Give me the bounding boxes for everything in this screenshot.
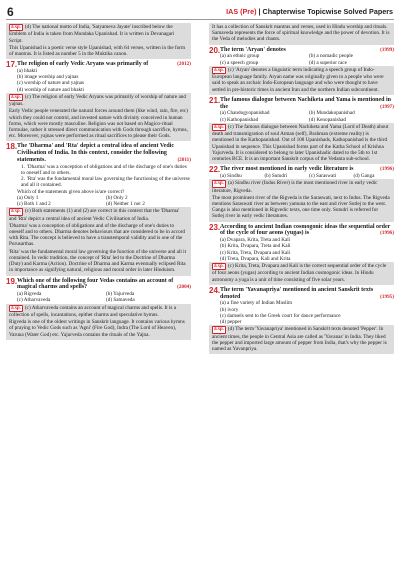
- exp-tag: Exp.: [11, 24, 21, 30]
- question-number: 23.: [209, 222, 221, 232]
- option-d: (d) Neither 1 nor 2: [106, 201, 145, 208]
- option-a: (a) Chandogyopanishad: [220, 110, 270, 117]
- question-text: The 'Dharma' and 'Rta' depict a central idea of ancient Vedic Civilisation of India. In this context, consider the following statements. (2011): [17, 143, 191, 164]
- question-17: [6, 61, 191, 93]
- option-d: (d) Treta, Dvapara, Kali and Krita: [220, 255, 291, 262]
- option-a: (a) an ethnic group: [220, 53, 260, 60]
- option-c: (c) damsels sent to the Greek court for dance performance: [220, 312, 341, 319]
- option-a: (a) Sindhu: [220, 173, 242, 180]
- explanation-q22: [209, 179, 394, 221]
- option-d: (d) a superior race: [309, 59, 347, 66]
- option-c: (c) Both 1 and 2: [17, 201, 51, 208]
- exp-tag: Exp.: [11, 304, 21, 311]
- exp-tag: Exp.: [214, 123, 224, 130]
- explanation-text: The most prominent river of the Rigveda is the Saraswati, next to Indus. The Rigveda mentions Saraswati river as between yamuna to the east and river Sutlej to the west. Ganga is also mentioned in Rigvedic texts, one time only. Sutudri is referred for Sutlej river in early vedic literatures.: [212, 194, 390, 220]
- option-d: (d) pepper: [220, 319, 242, 326]
- exp-tag: Exp.: [11, 208, 21, 215]
- option-b: (b) Sutudri: [264, 173, 288, 180]
- options: [17, 68, 191, 93]
- question-text: The river most mentioned in early vedic literature is (1996): [220, 166, 394, 173]
- series-label: IAS (Pre): [226, 7, 257, 16]
- explanation-q17: [6, 93, 191, 142]
- question-year: (2011): [177, 157, 191, 164]
- exp-tag: Exp.: [214, 66, 224, 73]
- option-c: (c) Saraswati: [309, 173, 337, 180]
- question-22: [209, 166, 394, 179]
- option-c: (c) Krita, Treta, Dvapara and Kali: [220, 249, 291, 256]
- option-a: (a) Rigveda: [17, 291, 42, 298]
- left-column: [6, 23, 191, 342]
- question-year: (1999): [380, 46, 394, 53]
- question-year: (1996): [380, 166, 394, 173]
- option-a: (a) Dvapara, Krita, Treta and Kali: [220, 237, 291, 244]
- exp-tag: Exp.: [214, 180, 224, 187]
- explanation-text: (d) The national motto of India, 'Satyameva Jayate' inscribed below the Emblem of India is taken from Mundaka Upanishad. It is written in Devanagari Script.: [9, 24, 175, 44]
- question-number: 19.: [6, 276, 18, 286]
- option-d: (d) Ganga: [353, 173, 375, 180]
- explanation-q20: [209, 66, 394, 95]
- question-20: [209, 47, 394, 66]
- statement-1: 1. 'Dharma' was a conception of obligations and of the discharge of one's duties to oneself and to others.: [21, 163, 187, 177]
- question-number: 22.: [209, 165, 221, 175]
- explanation-text: It has a collection of Sanskrit mantras and verses, used in Hindu worship and rituals. Samaveda represents the force of spiritual knowledge and the power of devotion. It is the Veda of melodies and chants.: [212, 24, 390, 43]
- option-b: (b) Mundakopanishad: [309, 110, 355, 117]
- option-c: (c) a speech group: [220, 59, 259, 66]
- options: [220, 53, 394, 65]
- question-23: [209, 224, 394, 262]
- question-number: 20.: [209, 45, 221, 55]
- option-d: (d) Kenopanishad: [309, 116, 347, 123]
- options: [220, 173, 394, 179]
- question-text: Which one of the following four Vedas contains an account of magical charms and spells? (2004): [17, 277, 191, 291]
- explanation-text: (a) Sindhu river (Indus River) is the most mentioned river in early vedic literature, Rigveda.: [212, 180, 378, 194]
- exp-tag: Exp.: [11, 93, 21, 100]
- option-d: (d) Samaveda: [106, 297, 135, 304]
- question-19: [6, 278, 191, 304]
- options: [17, 195, 191, 207]
- option-a: (a) a fine variety of Indian Muslim: [220, 300, 293, 307]
- explanation-text: This Upanishad is a poetic verse style Upanishad, with 64 verses, written in the form of mantras. It is listed as number 5 in the Muktika canon.: [9, 44, 186, 58]
- question-24: [209, 287, 394, 325]
- option-c: (c) Atharvaveda: [17, 297, 51, 304]
- question-year: (1996): [380, 230, 394, 237]
- option-b: (b) image worship and yajnas: [17, 74, 79, 81]
- explanation-q21: [209, 123, 394, 164]
- option-c: (c) Kathopanishad: [220, 116, 259, 123]
- explanation-q19: [6, 304, 191, 340]
- exp-tag: Exp.: [214, 326, 224, 333]
- question-text: According to ancient Indian cosmogonic ideas the sequential order of the cycle of four aeons (yugas) is (1996): [220, 223, 394, 237]
- statement-2: 2. 'Rta' was the fundamental moral law governing the functioning of the universe and all it contained.: [21, 176, 190, 189]
- option-b: (b) Krita, Dvapara, Treta and Kali: [220, 243, 291, 250]
- question-text: The famous dialogue between Nachiketa and Yama is mentioned in the (1997): [220, 96, 394, 110]
- explanation-text: (c) Both statements (1) and (2) are correct in this context that the 'Dharma' and 'Rta' depict a central idea of ancient Vedic Civilisation of India.: [9, 208, 180, 222]
- explanation-text: (c) 'Aryan' denotes a linguistic term indicating a speech group of Indo-European language family. Aryan name was originally given to a people who were said to speak an archaic Indo-European language and who were thought to have settled in pre-historic times in ancient Iran and the northern Indian subcontinent.: [212, 66, 384, 93]
- question-year: (2004): [177, 284, 191, 291]
- explanation-q19-continued: [209, 23, 394, 45]
- chapter-title: Chapterwise Topicwise Solved Papers: [262, 7, 393, 16]
- option-a: (a) bhakti: [17, 68, 38, 75]
- option-d: (d) worship of nature and bhakti: [17, 86, 84, 93]
- question-text: The term 'Aryan' denotes (1999): [220, 46, 394, 53]
- explanation-text: 'Dharma' was a conception of obligations and of the discharge of one's duties to oneself and to others. Dharma denotes behaviours that are considered to be in accord with Rita. The concept is believed to have a transtemporal validity and is one of the Purusarthas.: [9, 222, 186, 248]
- options: [17, 291, 191, 303]
- option-b: (b) ivory: [220, 306, 239, 313]
- explanation-text: (c) Atharvaveda contains an account of magical charms and spells. It is a collection of spells, incantations, epithet charms and speculative hymns.: [9, 304, 177, 318]
- option-b: (b) a nomadic people: [309, 53, 353, 60]
- question-number: 18.: [6, 142, 18, 152]
- explanation-text: Rigveda is one of the oldest writings in Sanskrit language. It contains various hymns of praying to Vedic Gods such as 'Agni' (Fire God), Indra (The Lord of Heaven), Varuna (Water God) etc. Yajurveda contains the rituals of the Yajna.: [9, 319, 185, 338]
- explanation-text: 'Rita' was the fundamental moral law governing the function of the universe and all it contained. In vedic tradition, the concept of 'Rita' led to the Doctrine of Dharma (Duty) and Karma (Action). Doctrine of Dharma and Karma eventually eclipsed Rita in importance as signifying natural, religious and moral order in later Hinduism.: [9, 248, 187, 274]
- option-b: (b) Yajurveda: [106, 291, 135, 298]
- question-18: [6, 143, 191, 207]
- page-header: [0, 0, 400, 22]
- explanation-q24: [209, 325, 394, 354]
- question-year: (2012): [177, 61, 191, 68]
- question-year: (1997): [380, 103, 394, 110]
- question-text: The religion of early Vedic Aryans was primarily of (2012): [17, 61, 191, 68]
- option-a: (a) Only 1: [17, 194, 39, 201]
- explanation-text: (c) The famous dialogue between Nachiketa and Yama (Lord of Death) about death and transmigration of soul Atman (self), Brahman (extreme reality) is mentioned in the Kathopanishad. Out of 108 Upanishads, Kathopanishad is the third Upanishad in sequence. This Upanishad forms part of the Katha School of Krishna Yajurveda. It is considered to belong to later Upanishadic dated to the 5th to 1st centuries BCE. It is an important Sanskrit corpus of the Vedanta sub-school.: [212, 123, 389, 163]
- question-number: 21.: [209, 95, 221, 105]
- question-number: 17.: [6, 60, 18, 70]
- explanation-q23: [209, 262, 394, 285]
- exp-tag: Exp.: [214, 263, 224, 270]
- explanation-q18: [6, 207, 191, 275]
- right-column: [209, 23, 394, 356]
- option-c: (c) worship of nature and yajnas: [17, 80, 84, 87]
- question-number: 24.: [209, 285, 221, 295]
- explanation-text: Early Vedic people venerated the natural forces around them (like wind, rain, fire, etc) which they could not control, and invested nature with divinity conceived in human forms, which were mostly masculine. Religion was not based on Magico-ritual formulae, rather it stressed direct communication with Gods through sacrifice, hymns, etc. Moreover, yajnas were performed as ritual sacrifices to please their Gods.: [9, 108, 188, 140]
- explanation-text: (c) The religion of early Vedic Aryans was primarily of worship of nature and yajnas.: [9, 93, 186, 108]
- options: [220, 300, 394, 325]
- explanation-q16: [6, 23, 191, 59]
- question-21: [209, 97, 394, 123]
- explanation-text: (d) The term 'Yavanapriya' mentioned in Sanskrit texts denoted 'Pepper'. In ancient times, the people in Central Asia are called as 'Yavanas' in India. They liked the pepper and imported large amount of pepper from India, that's why the pepper is named as Yavanpriya.: [212, 326, 387, 353]
- options: [220, 110, 394, 122]
- option-b: (b) Only 2: [106, 194, 128, 201]
- question-year: (1995): [380, 293, 394, 300]
- page-number: 6: [7, 5, 14, 19]
- question-text: The term 'Yavanapriya' mentioned in ancient Sanskrit texts denoted (1995): [220, 286, 394, 300]
- options: [220, 237, 394, 262]
- header-rule: [6, 19, 394, 20]
- explanation-text: (c) Krita, Treta, Dvapara and Kali is the correct sequential order of the cycle of four aeons (yugas) according to ancient Indian cosmogonic ideas. In Hindu astronomy a yuga is a unit of time consisting of five solar years.: [212, 263, 387, 283]
- question-ask: Which of the statements given above is/are correct?: [17, 188, 125, 195]
- running-title: IAS (Pre) | Chapterwise Topicwise Solved Papers: [226, 7, 393, 16]
